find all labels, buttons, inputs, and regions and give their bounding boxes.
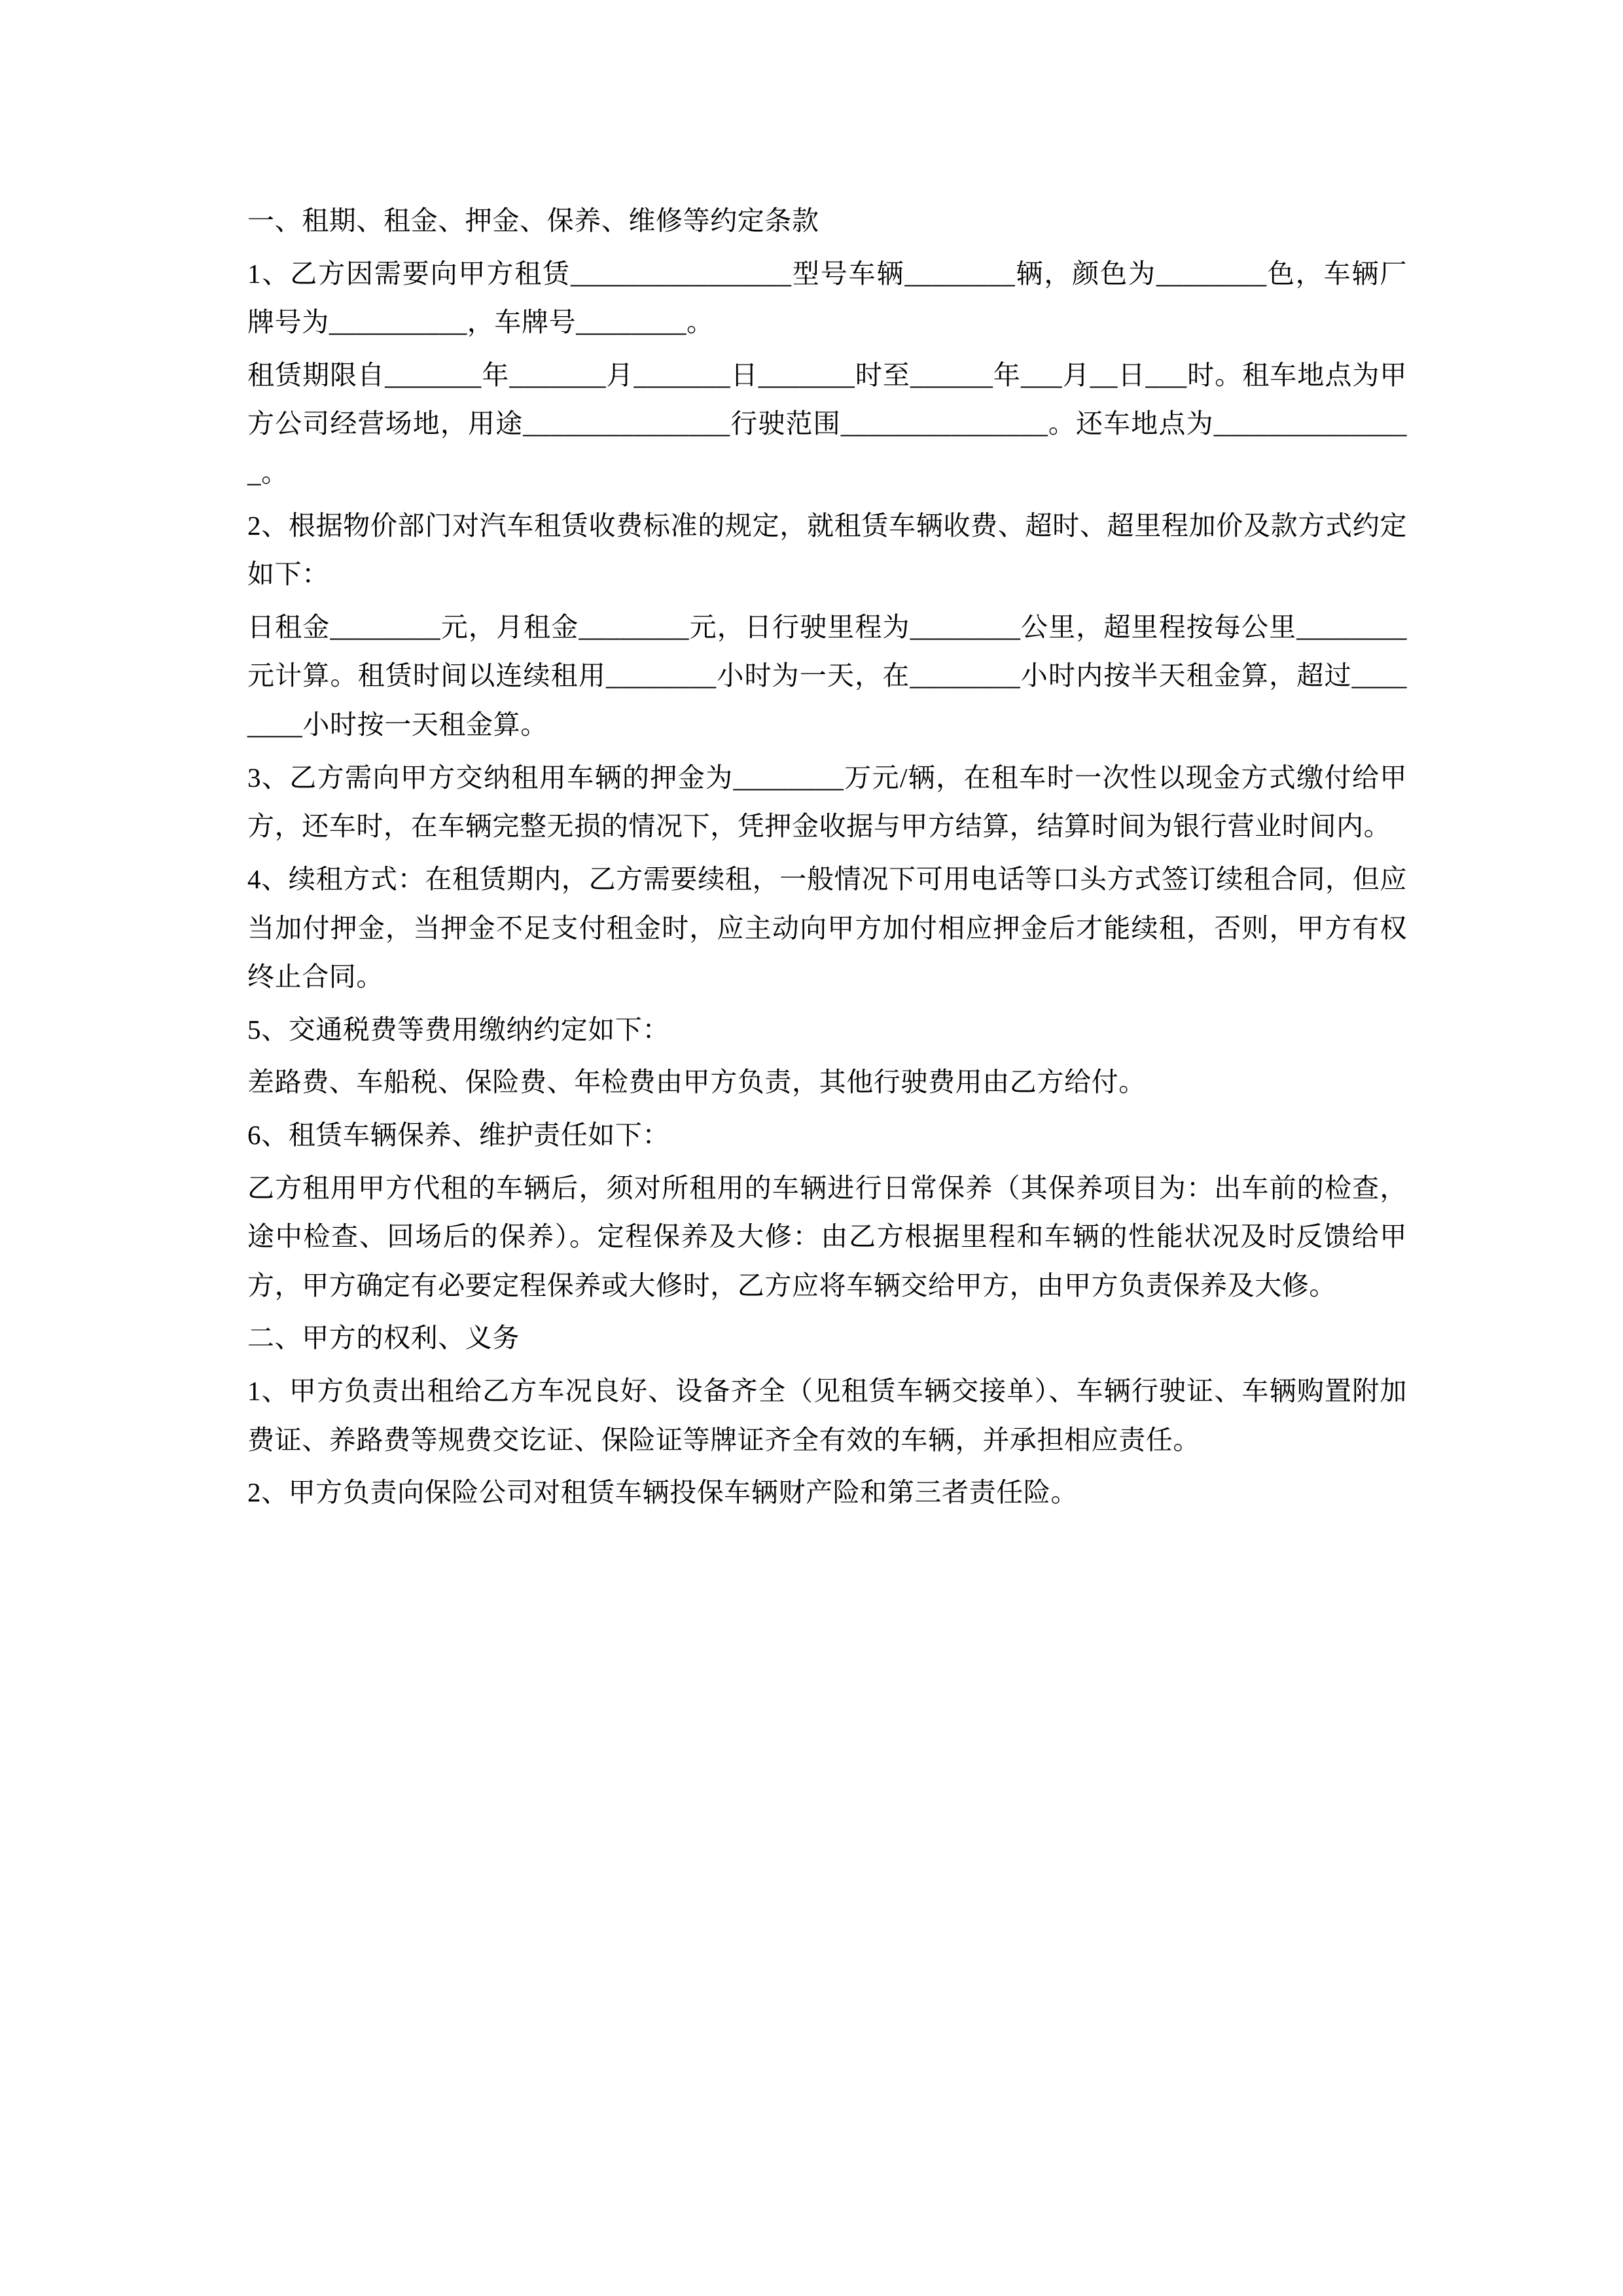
clause-1-2: 2、根据物价部门对汽车租赁收费标准的规定，就租赁车辆收费、超时、超里程加价及款方式约定如下： <box>247 510 1407 590</box>
section-heading-two: 二、甲方的权利、义务 <box>247 1323 520 1354</box>
clause-1-4: 4、续租方式：在租赁期内，乙方需要续租，一般情况下可用电话等口头方式签订续租合同，但应当加付押金，当押金不足支付租金时，应主动向甲方加付相应押金后才能续租，否则，甲方有权终止合同。 <box>247 863 1407 992</box>
clause-1-1: 1、乙方因需要向甲方租赁________________型号车辆________辆，颜色为________色，车辆厂牌号为__________，车牌号________。 <box>247 258 1407 338</box>
clause-1-5-detail: 差路费、车船税、保险费、年检费由甲方负责，其他行驶费用由乙方给付。 <box>247 1067 1146 1098</box>
clause-1-3: 3、乙方需向甲方交纳租用车辆的押金为________万元/辆，在租车时一次性以现金方式缴付给甲方，还车时，在车辆完整无损的情况下，凭押金收据与甲方结算，结算时间为银行营业时间内。 <box>247 762 1407 842</box>
clause-1-2-rates: 日租金________元，月租金________元，日行驶里程为________公里，超里程按每公里________元计算。租赁时间以连续租用________小时为一天，在________小时内按半天租金算，超过________小时按一天租金算。 <box>247 611 1407 740</box>
clause-1-6: 6、租赁车辆保养、维护责任如下： <box>247 1119 670 1150</box>
clause-2-2: 2、甲方负责向保险公司对租赁车辆投保车辆财产险和第三者责任险。 <box>247 1477 1079 1508</box>
clause-1-6-detail: 乙方租用甲方代租的车辆后，须对所租用的车辆进行日常保养（其保养项目为：出车前的检查，途中检查、回场后的保养）。定程保养及大修：由乙方根据里程和车辆的性能状况及时反馈给甲方，甲方确定有必要定程保养或大修时，乙方应将车辆交给甲方，由甲方负责保养及大修。 <box>247 1172 1407 1300</box>
clause-1-5: 5、交通税费等费用缴纳约定如下： <box>247 1014 670 1045</box>
document-body <box>247 196 1407 1517</box>
clause-2-1: 1、甲方负责出租给乙方车况良好、设备齐全（见租赁车辆交接单）、车辆行驶证、车辆购置附加费证、养路费等规费交讫证、保险证等牌证齐全有效的车辆，并承担相应责任。 <box>247 1376 1407 1455</box>
section-heading-one: 一、租期、租金、押金、保养、维修等约定条款 <box>247 206 819 236</box>
clause-1-1-term: 租赁期限自_______年_______月_______日_______时至______年___月__日___时。租车地点为甲方公司经营场地，用途_______________行驶范围_______________。还车地点为_______________。 <box>247 359 1408 488</box>
